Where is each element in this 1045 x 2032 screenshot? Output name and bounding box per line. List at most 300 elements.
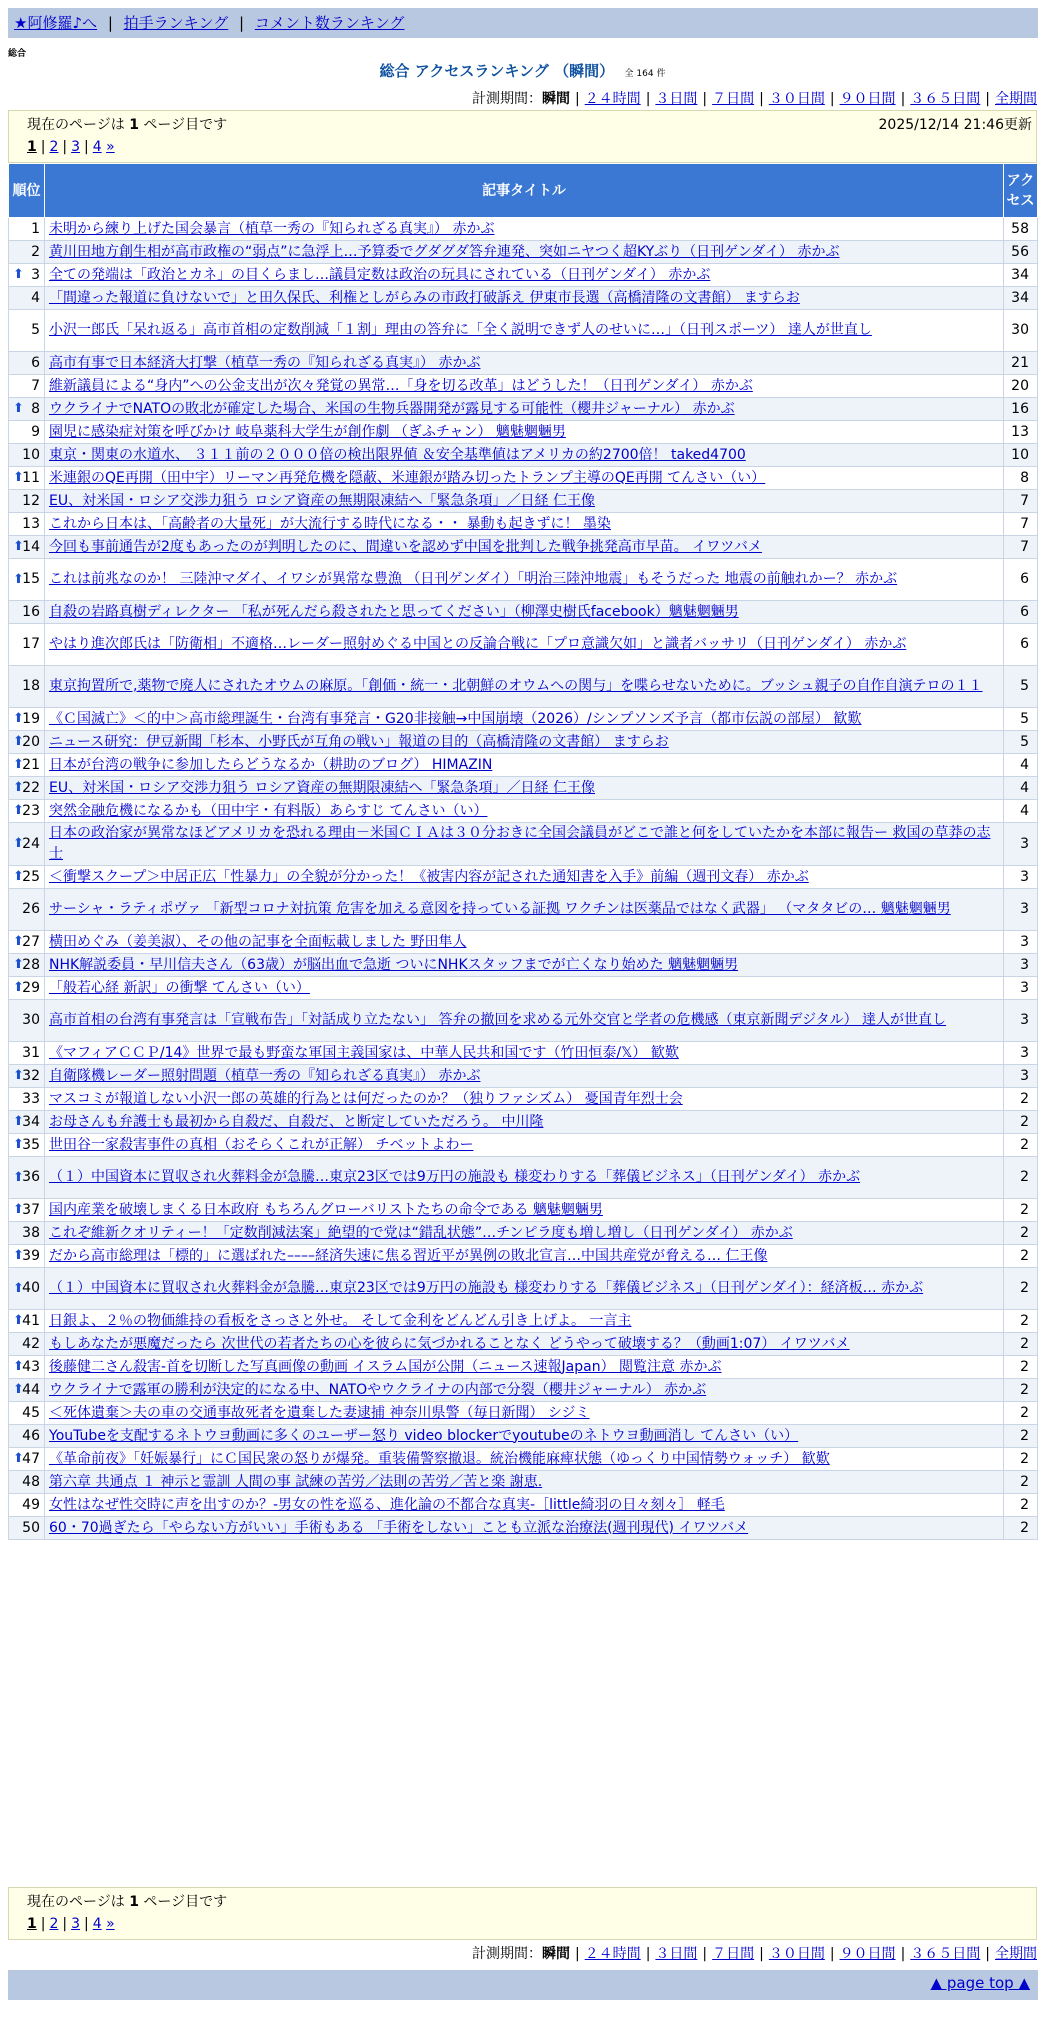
access-count: 20 <box>1004 375 1038 398</box>
period-option-link[interactable]: 全期間 <box>995 1946 1037 1962</box>
period-option-link[interactable]: ９０日間 <box>839 91 896 107</box>
rank-number: 25 <box>22 868 40 885</box>
period-separator: | <box>702 91 708 107</box>
rank-cell <box>9 490 45 513</box>
title-cell <box>45 754 1004 777</box>
article-title-link[interactable]: お母さんも弁護士も最初から自殺だ、自殺だ、と断定していただろう。 中川隆 <box>49 1113 544 1130</box>
ranking-table <box>8 163 1038 1540</box>
pager-next-link[interactable]: » <box>106 139 115 155</box>
access-count: 6 <box>1004 601 1038 624</box>
table-row <box>9 666 1038 708</box>
access-column-header: アクセス <box>1004 164 1038 218</box>
period-separator: | <box>645 1946 651 1962</box>
title-cell <box>45 1517 1004 1540</box>
access-count: 2 <box>1004 1111 1038 1134</box>
pager-status-line <box>27 114 1018 136</box>
table-row <box>9 421 1038 444</box>
up-arrow-icon: ⬆ <box>13 780 24 795</box>
title-cell <box>45 1379 1004 1402</box>
period-current: 瞬間 <box>541 91 570 107</box>
title-cell <box>45 931 1004 954</box>
rank-number: 5 <box>31 322 40 338</box>
rank-cell <box>9 536 45 559</box>
access-count: 2 <box>1004 1134 1038 1157</box>
access-count: 2 <box>1004 1088 1038 1111</box>
pager-current-page: 1 <box>129 1894 139 1910</box>
pager-page-link[interactable]: 2 <box>49 1916 59 1932</box>
up-arrow-icon: ⬆ <box>13 401 24 416</box>
title-cell <box>45 1310 1004 1333</box>
period-separator: | <box>900 1946 906 1962</box>
access-count: 2 <box>1004 1199 1038 1222</box>
table-row <box>9 708 1038 731</box>
table-row <box>9 1448 1038 1471</box>
rank-number: 35 <box>22 1136 40 1153</box>
access-count: 5 <box>1004 666 1038 708</box>
access-count: 7 <box>1004 536 1038 559</box>
up-arrow-icon: ⬆ <box>13 711 24 726</box>
pager-next-link[interactable]: » <box>106 1916 115 1932</box>
rank-cell <box>9 666 45 708</box>
article-title-link[interactable]: ニュース研究：伊豆新聞「杉本、小野氏が互角の戦い」報道の目的（高橋清隆の文書館） ますらお <box>49 733 669 750</box>
table-row <box>9 731 1038 754</box>
up-arrow-icon: ⬆ <box>13 1137 24 1152</box>
article-title-link[interactable]: マスコミが報道しない小沢一郎の英雄的行為とは何だったのか？（独りファシズム） 憂国青年烈士会 <box>49 1090 683 1107</box>
period-option-link[interactable]: ３日間 <box>655 1946 698 1962</box>
access-count: 56 <box>1004 241 1038 264</box>
rank-cell <box>9 310 45 352</box>
title-cell <box>45 954 1004 977</box>
total-count: 全 164 件 <box>624 69 666 79</box>
rank-cell <box>9 1333 45 1356</box>
access-count: 3 <box>1004 889 1038 931</box>
article-title-link[interactable]: 自殺の岩路真樹ディレクター 「私が死んだら殺されたと思ってください」（柳澤史樹氏facebook）魑魅魍魎男 <box>49 603 739 620</box>
article-title-link[interactable]: ＜衝撃スクープ＞中居正広「性暴力」の全貌が分かった！《被害内容が記された通知書を入手》前編（週刊文春） 赤かぶ <box>49 868 809 885</box>
title-cell <box>45 977 1004 1000</box>
pager-current-link: 1 <box>27 139 37 155</box>
period-option-link[interactable]: ３０日間 <box>768 91 825 107</box>
nav-separator: | <box>107 14 113 32</box>
rank-cell <box>9 1517 45 1540</box>
table-row <box>9 490 1038 513</box>
rank-number: 24 <box>22 835 40 852</box>
rank-number: 49 <box>22 1496 40 1513</box>
article-title-link[interactable]: 「般若心経 新訳」の衝撃 てんさい（い） <box>49 979 310 996</box>
rank-cell <box>9 601 45 624</box>
article-title-link[interactable]: EU、対米国・ロシア交渉力狙う ロシア資産の無期限凍結へ「緊急条項」／日経 仁王像 <box>49 779 595 796</box>
access-count: 3 <box>1004 977 1038 1000</box>
rank-cell <box>9 1134 45 1157</box>
rank-number: 20 <box>22 733 40 750</box>
rank-cell <box>9 1042 45 1065</box>
up-arrow-icon: ⬆ <box>13 869 24 884</box>
up-arrow-icon: ⬆ <box>13 267 24 282</box>
rank-number: 15 <box>22 571 40 587</box>
up-arrow-icon: ⬆ <box>13 1068 24 1083</box>
rank-number: 39 <box>22 1247 40 1264</box>
rank-cell <box>9 1268 45 1310</box>
up-arrow-icon: ⬆ <box>13 803 24 818</box>
access-count: 2 <box>1004 1402 1038 1425</box>
table-row <box>9 1157 1038 1199</box>
rank-number: 43 <box>22 1358 40 1375</box>
article-title-link[interactable]: 日銀よ、２％の物価維持の看板をさっさと外せ。 そして金利をどんどん引き上げよ。 一言主 <box>49 1312 632 1329</box>
period-option-link[interactable]: ３０日間 <box>768 1946 825 1962</box>
rank-number: 9 <box>31 423 40 440</box>
title-cell <box>45 1356 1004 1379</box>
title-cell <box>45 241 1004 264</box>
pager-separator: | <box>84 139 89 155</box>
pager-bottom <box>8 1887 1037 1940</box>
access-count: 2 <box>1004 1157 1038 1199</box>
rank-number: 27 <box>22 933 40 950</box>
article-title-link[interactable]: これは前兆なのか！ 三陸沖マダイ、イワシが異常な豊漁 （日刊ゲンダイ）「明治三陸沖地震」もそうだった 地震の前触れかー？ 赤かぶ <box>49 571 898 587</box>
table-row <box>9 1494 1038 1517</box>
access-count: 21 <box>1004 352 1038 375</box>
pager-prefix: 現在のページは <box>27 117 125 133</box>
article-title-link[interactable]: 高市有事で日本経済大打撃（植草一秀の『知られざる真実』） 赤かぶ <box>49 354 481 371</box>
section-label: 総合 <box>8 49 27 59</box>
title-cell <box>45 310 1004 352</box>
article-title-link[interactable]: 今回も事前通告が2度もあったのが判明したのに、間違いを認めず中国を批判した戦争挑発高市早苗。 イワツバメ <box>49 538 762 555</box>
nav-separator: | <box>239 14 245 32</box>
article-title-link[interactable]: もしあなたが悪魔だったら 次世代の若者たちの心を彼らに気づかれることなく どうやって破壊する？（動画1:07） イワツバメ <box>49 1335 850 1352</box>
article-title-link[interactable]: 後藤健二さん殺害-首を切断した写真画像の動画 イスラム国が公開（ニュース速報Japan） 閲覧注意 赤かぶ <box>49 1358 722 1375</box>
table-row <box>9 823 1038 866</box>
table-row <box>9 352 1038 375</box>
access-count: 2 <box>1004 1379 1038 1402</box>
article-title-link[interactable]: （１）中国資本に買収され火葬料金が急騰…東京23区では9万円の施設も 様変わりする「葬儀ビジネス」（日刊ゲンダイ） 赤かぶ <box>49 1169 861 1185</box>
period-option-link[interactable]: ３６５日間 <box>910 91 981 107</box>
pager-separator: | <box>40 1916 46 1932</box>
table-row <box>9 1402 1038 1425</box>
rank-number: 34 <box>22 1113 40 1130</box>
pager-current-page: 1 <box>129 117 139 133</box>
rank-number: 31 <box>22 1044 40 1061</box>
article-title-link[interactable]: 第六章 共通点 １ 神示と霊訓 人間の事 試練の苦労／法則の苦労／苦と楽 謝恵. <box>49 1473 543 1490</box>
access-count: 7 <box>1004 513 1038 536</box>
page-top-link[interactable]: ▲ page top ▲ <box>930 1974 1030 1992</box>
article-title-link[interactable]: 60・70過ぎたら「やらない方がいい」手術もある 「手術をしない」ことも立派な治療法(週刊現代) イワツバメ <box>49 1519 749 1536</box>
rank-number: 32 <box>22 1067 40 1084</box>
period-option-link[interactable]: ７日間 <box>712 91 755 107</box>
article-title-link[interactable]: YouTubeを支配するネトウヨ動画に多くのユーザー怒り video blockerでyoutubeのネトウヨ動画消し てんさい（い） <box>49 1427 799 1444</box>
article-title-link[interactable]: 東京・関東の水道水、 ３１１前の２０００倍の検出限界値 ＆安全基準値はアメリカの約2700倍！ taked4700 <box>49 446 746 463</box>
period-option-link[interactable]: ７日間 <box>712 1946 755 1962</box>
period-option-link[interactable]: ３日間 <box>655 91 698 107</box>
article-title-link[interactable]: 《Ｃ国滅亡》＜的中＞高市総理誕生・台湾有事発言・G20非接触→中国崩壊（2026）/シンプソンズ予言（都市伝説の部屋） 歓歎 <box>49 710 862 727</box>
table-row <box>9 241 1038 264</box>
title-cell <box>45 421 1004 444</box>
title-column-header: 記事タイトル <box>45 164 1004 218</box>
article-title-link[interactable]: NHK解説委員・早川信夫さん（63歳）が脳出血で急逝 ついにNHKスタッフまでが亡くなり始めた 魑魅魍魎男 <box>49 956 739 973</box>
access-count: 2 <box>1004 1310 1038 1333</box>
article-title-link[interactable]: 《革命前夜》「妊娠暴行」にＣ国民衆の怒りが爆発。重装備警察撤退。統治機能麻痺状態（ゆっくり中国情勢ウォッチ） 歓歎 <box>49 1450 830 1467</box>
access-count: 2 <box>1004 1517 1038 1540</box>
period-option-link[interactable]: 全期間 <box>995 91 1037 107</box>
access-count: 6 <box>1004 559 1038 601</box>
title-cell <box>45 1494 1004 1517</box>
rank-cell <box>9 1471 45 1494</box>
article-title-link[interactable]: 《マフィアＣＣＰ/14》世界で最も野蛮な軍国主義国家は、中華人民共和国です（竹田恒泰/𝕏） 歓歎 <box>49 1044 679 1061</box>
up-arrow-icon: ⬆ <box>13 1382 24 1397</box>
table-row <box>9 1111 1038 1134</box>
rank-number: 37 <box>22 1201 40 1218</box>
access-count: 3 <box>1004 931 1038 954</box>
rank-cell <box>9 375 45 398</box>
article-title-link[interactable]: 小沢一郎氏「呆れ返る」高市首相の定数削減「１割」理由の答弁に「全く説明できず人のせいに…」（日刊スポーツ） 達人が世直し <box>49 322 872 338</box>
article-title-link[interactable]: 日本が台湾の戦争に参加したらどうなるか（耕助のブログ） HIMAZIN <box>49 756 493 773</box>
article-title-link[interactable]: ＜死体遺棄＞夫の車の交通事故死者を遺棄した妻逮捕 神奈川県警（毎日新聞） シジミ <box>49 1404 590 1421</box>
pager-separator: | <box>84 1916 89 1932</box>
up-arrow-icon: ⬆ <box>13 1114 24 1129</box>
table-row <box>9 218 1038 241</box>
pager-prefix: 現在のページは <box>27 1894 125 1910</box>
title-cell <box>45 218 1004 241</box>
access-count: 2 <box>1004 1425 1038 1448</box>
article-title-link[interactable]: ウクライナでNATOの敗北が確定した場合、米国の生物兵器開発が露見する可能性（櫻井ジャーナル） 赤かぶ <box>49 400 735 417</box>
pager-status-line <box>27 1891 1018 1913</box>
article-title-link[interactable]: 高市首相の台湾有事発言は「宣戦布告」「対話成り立たない」 答弁の撤回を求める元外交官と学者の危機感（東京新聞デジタル） 達人が世直し <box>49 1012 947 1028</box>
period-option-link[interactable]: ３６５日間 <box>910 1946 981 1962</box>
rank-cell <box>9 1199 45 1222</box>
rank-cell <box>9 1310 45 1333</box>
comment-ranking-link[interactable]: コメント数ランキング <box>254 14 405 32</box>
rank-number: 38 <box>22 1224 40 1241</box>
rank-cell <box>9 800 45 823</box>
title-cell <box>45 1471 1004 1494</box>
table-row <box>9 977 1038 1000</box>
rank-number: 12 <box>22 492 40 509</box>
rank-cell <box>9 954 45 977</box>
article-title-link[interactable]: これぞ維新クオリティー！「定数削減法案」絶望的で党は“錯乱状態”…チンピラ度も増し増し（日刊ゲンダイ） 赤かぶ <box>49 1224 793 1241</box>
rank-cell <box>9 931 45 954</box>
rank-number: 11 <box>22 469 40 486</box>
up-arrow-icon: ⬆ <box>13 1202 24 1217</box>
article-title-link[interactable]: 横田めぐみ（姜美淑）、その他の記事を全面転載しました 野田隼人 <box>49 933 467 950</box>
article-title-link[interactable]: 世田谷一家殺害事件の真相（おそらくこれが正解） チベットよわー <box>49 1136 474 1153</box>
article-title-link[interactable]: 日本の政治家が異常なほどアメリカを恐れる理由－米国ＣＩＡは３０分おきに全国会議員がどこで誰と何をしていたかを本部に報告ー 救国の草莽の志士 <box>49 825 991 862</box>
article-title-link[interactable]: これから日本は、「高齢者の大量死」が大流行する時代になる・・ 暴動も起きずに！ 墨染 <box>49 515 611 532</box>
table-row <box>9 444 1038 467</box>
title-cell <box>45 889 1004 931</box>
pager-separator: | <box>62 139 68 155</box>
title-cell <box>45 708 1004 731</box>
rank-number: 48 <box>22 1473 40 1490</box>
article-title-link[interactable]: サーシャ・ラティポヴァ 「新型コロナ対抗策 危害を加える意図を持っている証拠 ワクチンは医薬品ではなく武器」 （マタタビの… 魑魅魍魎男 <box>49 901 951 917</box>
access-count: 34 <box>1004 287 1038 310</box>
period-option-link[interactable]: ２４時間 <box>584 91 641 107</box>
page-title: 総合 アクセスランキング （瞬間） <box>379 62 615 80</box>
rank-number: 40 <box>22 1280 40 1296</box>
period-separator: | <box>574 1946 580 1962</box>
table-row <box>9 536 1038 559</box>
rank-number: 28 <box>22 956 40 973</box>
article-title-link[interactable]: ウクライナで露軍の勝利が決定的になる中、NATOやウクライナの内部で分裂（櫻井ジャーナル） 赤かぶ <box>49 1381 707 1398</box>
article-title-link[interactable]: 米連銀のQE再開（田中宇）リーマン再発危機を隠蔽、米連銀が踏み切ったトランプ主導のQE再開 てんさい（い） <box>49 469 766 486</box>
access-count: 2 <box>1004 1268 1038 1310</box>
rank-number: 44 <box>22 1381 40 1398</box>
title-cell <box>45 1088 1004 1111</box>
up-arrow-icon: ⬆ <box>13 1313 24 1328</box>
table-row <box>9 1379 1038 1402</box>
rank-cell <box>9 1402 45 1425</box>
rank-cell <box>9 1425 45 1448</box>
period-separator: | <box>985 1946 990 1962</box>
rank-cell <box>9 264 45 287</box>
table-row <box>9 375 1038 398</box>
article-title-link[interactable]: EU、対米国・ロシア交渉力狙う ロシア資産の無期限凍結へ「緊急条項」／日経 仁王像 <box>49 492 595 509</box>
rank-number: 41 <box>22 1312 40 1329</box>
title-cell <box>45 866 1004 889</box>
rank-cell <box>9 1448 45 1471</box>
rank-number: 50 <box>22 1519 40 1536</box>
access-count: 5 <box>1004 708 1038 731</box>
pager-page-link[interactable]: 4 <box>92 139 102 155</box>
rank-number: 18 <box>22 678 40 694</box>
table-row <box>9 889 1038 931</box>
article-title-link[interactable]: 全ての発端は「政治とカネ」の目くらまし…議員定数は政治の玩具にされている（日刊ゲンダイ） 赤かぶ <box>49 266 711 283</box>
article-title-link[interactable]: 突然金融危機になるかも（田中宇・有料版）あらすじ てんさい（い） <box>49 802 488 819</box>
access-count: 4 <box>1004 754 1038 777</box>
pager-separator: | <box>40 139 46 155</box>
title-cell <box>45 264 1004 287</box>
pager-page-link[interactable]: 2 <box>49 139 59 155</box>
access-count: 2 <box>1004 1356 1038 1379</box>
article-title-link[interactable]: 「間違った報道に負けないで」と田久保氏、利権としがらみの市政打破訴え 伊東市長選（高橋清隆の文書館） ますらお <box>49 289 800 306</box>
rank-cell <box>9 823 45 866</box>
article-title-link[interactable]: 自衛隊機レーダー照射問題（植草一秀の『知られざる真実』） 赤かぶ <box>49 1067 481 1084</box>
period-current: 瞬間 <box>541 1946 570 1962</box>
article-title-link[interactable]: だから高市総理は「標的」に選ばれた––––経済失速に焦る習近平が異例の敗北宣言…中国共産党が脅える… 仁王像 <box>49 1247 768 1264</box>
access-count: 3 <box>1004 1042 1038 1065</box>
up-arrow-icon: ⬆ <box>13 734 24 749</box>
title-cell <box>45 1065 1004 1088</box>
home-link[interactable]: ★阿修羅♪へ <box>14 14 98 32</box>
title-cell <box>45 1333 1004 1356</box>
up-arrow-icon: ⬆ <box>13 980 24 995</box>
article-title-link[interactable]: 維新議員による“身内”への公金支出が次々発覚の異常…「身を切る改革」はどうした！（日刊ゲンダイ） 赤かぶ <box>49 377 753 394</box>
access-count: 13 <box>1004 421 1038 444</box>
title-cell <box>45 375 1004 398</box>
rank-cell <box>9 467 45 490</box>
article-title-link[interactable]: 国内産業を破壊しまくる日本政府 もちろんグローバリストたちの命令である 魑魅魍魎男 <box>49 1201 603 1218</box>
article-title-link[interactable]: 黄川田地方創生相が高市政権の“弱点”に急浮上…予算委でグダグダ答弁連発、突如ニヤつく超KYぶり（日刊ゲンダイ） 赤かぶ <box>49 243 840 260</box>
title-cell <box>45 1111 1004 1134</box>
access-count: 7 <box>1004 490 1038 513</box>
table-row <box>9 467 1038 490</box>
table-row <box>9 954 1038 977</box>
table-row <box>9 1065 1038 1088</box>
pager-page-link[interactable]: 3 <box>71 139 81 155</box>
period-option-link[interactable]: ２４時間 <box>584 1946 641 1962</box>
rank-cell <box>9 352 45 375</box>
rank-number: 23 <box>22 802 40 819</box>
article-title-link[interactable]: 未明から練り上げた国会暴言（植草一秀の『知られざる真実』） 赤かぶ <box>49 220 495 237</box>
title-cell <box>45 624 1004 666</box>
article-title-link[interactable]: 女性はなぜ性交時に声を出すのか？-男女の性を巡る、進化論の不都合な真実-［little綺羽の日々刻々］ 軽毛 <box>49 1496 725 1513</box>
up-arrow-icon: ⬆ <box>13 1451 24 1466</box>
up-arrow-icon: ⬆ <box>13 1248 24 1263</box>
article-title-link[interactable]: やはり進次郎氏は「防衛相」不適格…レーダー照射めぐる中国との反論合戦に「プロ意識欠如」と識者バッサリ（日刊ゲンダイ） 赤かぶ <box>49 636 907 652</box>
access-count: 58 <box>1004 218 1038 241</box>
rank-cell <box>9 731 45 754</box>
access-count: 2 <box>1004 1222 1038 1245</box>
period-separator: | <box>759 91 764 107</box>
period-option-link[interactable]: ９０日間 <box>839 1946 896 1962</box>
access-count: 34 <box>1004 264 1038 287</box>
title-cell <box>45 1245 1004 1268</box>
access-count: 8 <box>1004 467 1038 490</box>
table-row <box>9 559 1038 601</box>
access-count: 2 <box>1004 1448 1038 1471</box>
title-cell <box>45 352 1004 375</box>
rank-cell <box>9 444 45 467</box>
rank-number: 29 <box>22 979 40 996</box>
rank-cell <box>9 1111 45 1134</box>
pager-suffix: ページ目です <box>143 1894 228 1910</box>
rank-cell <box>9 1065 45 1088</box>
rank-cell <box>9 421 45 444</box>
title-cell <box>45 1268 1004 1310</box>
table-row <box>9 1042 1038 1065</box>
rank-number: 42 <box>22 1335 40 1352</box>
table-row <box>9 287 1038 310</box>
table-row <box>9 1471 1038 1494</box>
article-title-link[interactable]: 園児に感染症対策を呼びかけ 岐阜薬科大学生が創作劇 （ぎふチャン） 魑魅魍魎男 <box>49 423 566 440</box>
table-row <box>9 601 1038 624</box>
rank-cell <box>9 977 45 1000</box>
title-cell <box>45 777 1004 800</box>
up-arrow-icon: ⬆ <box>13 1359 24 1374</box>
article-title-link[interactable]: 東京拘置所で,薬物で廃人にされたオウムの麻原。「創価・統一・北朝鮮のオウムへの関与」を喋らせないために。ブッシュ親子の自作自演テロの１１ <box>49 678 983 694</box>
ranking-title-row <box>0 60 1045 81</box>
rank-cell <box>9 1157 45 1199</box>
access-count: 10 <box>1004 444 1038 467</box>
table-row <box>9 1310 1038 1333</box>
period-separator: | <box>829 91 835 107</box>
up-arrow-icon: ⬆ <box>13 1169 24 1185</box>
rank-number: 17 <box>22 636 40 652</box>
access-count: 3 <box>1004 823 1038 866</box>
rank-number: 19 <box>22 710 40 727</box>
rank-cell <box>9 1494 45 1517</box>
table-row <box>9 866 1038 889</box>
title-cell <box>45 1425 1004 1448</box>
applause-ranking-link[interactable]: 拍手ランキング <box>123 14 229 32</box>
title-cell <box>45 1134 1004 1157</box>
title-cell <box>45 398 1004 421</box>
access-count: 2 <box>1004 1494 1038 1517</box>
title-cell <box>45 1157 1004 1199</box>
table-row <box>9 1333 1038 1356</box>
rank-number: 36 <box>22 1169 40 1185</box>
rank-number: 6 <box>31 354 40 371</box>
pager-page-link[interactable]: 4 <box>92 1916 102 1932</box>
period-separator: | <box>702 1946 708 1962</box>
rank-cell <box>9 513 45 536</box>
access-count: 4 <box>1004 777 1038 800</box>
access-count: 16 <box>1004 398 1038 421</box>
rank-number: 33 <box>22 1090 40 1107</box>
period-selector-top <box>472 88 1037 108</box>
pager-page-link[interactable]: 3 <box>71 1916 81 1932</box>
access-count: 30 <box>1004 310 1038 352</box>
title-cell <box>45 1000 1004 1042</box>
article-title-link[interactable]: （１）中国資本に買収され火葬料金が急騰…東京23区では9万円の施設も 様変わりする「葬儀ビジネス」（日刊ゲンダイ）：経済板… 赤かぶ <box>49 1280 924 1296</box>
table-row <box>9 754 1038 777</box>
rank-cell <box>9 708 45 731</box>
